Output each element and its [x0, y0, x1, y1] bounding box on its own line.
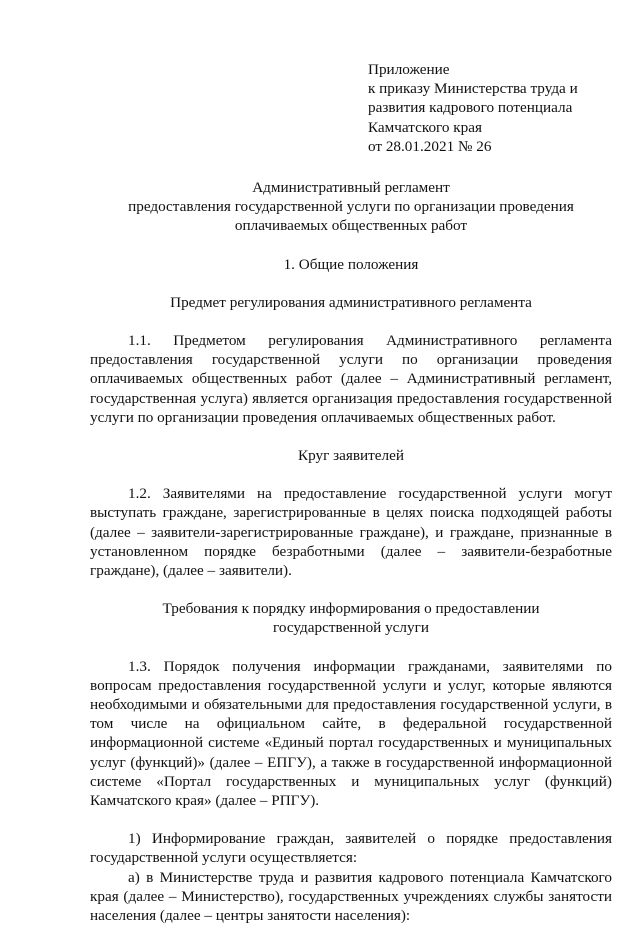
paragraph-1-3: 1.3. Порядок получения информации гражданами, заявителями по вопросам предоставления государственной услуги и услуг, которые являются необходимыми и обязательными для предоставления государственной услуги, в том числе на официальном сайте, в федеральной государственной информационной системе «Единый портал государственных и муниципальных услуг (функций)» (далее – ЕПГУ), а также в государственной информационной системе «Портал государственных и муниципальных услуг (функций) Камчатского края» (далее – РПГУ). [90, 657, 612, 809]
appendix-line: от 28.01.2021 № 26 [368, 137, 492, 155]
paragraph-1-2: 1.2. Заявителями на предоставление государственной услуги могут выступать граждане, зарегистрированные в целях поиска подходящей работы (далее – заявители-зарегистрированные граждане), и граждане, признанные в установленном порядке безработными (далее – заявители-безработные граждане), (далее – заявители). [90, 485, 612, 579]
subsection-heading-informing [90, 599, 612, 637]
appendix-line: Камчатского края [368, 118, 482, 136]
appendix-line: Приложение [368, 61, 450, 78]
paragraph-1-3-1: 1) Информирование граждан, заявителей о порядке предоставления государственной услуги осуществляется: [90, 830, 612, 867]
section-heading: 1. Общие положения [283, 255, 419, 273]
document-title [90, 178, 612, 236]
subsection-heading: Предмет регулирования административного регламента [170, 293, 532, 311]
subsection-heading-line: Требования к порядку информирования о предоставлении [162, 600, 540, 618]
appendix-block [368, 60, 612, 156]
paragraph-1-3-1-a: а) в Министерстве труда и развития кадрового потенциала Камчатского края (далее – Министерство), государственных учреждениях службы занятости населения (далее – центры занятости населения): [90, 868, 612, 924]
subsection-heading-line: государственной услуги [273, 619, 429, 637]
title-line: оплачиваемых общественных работ [234, 217, 468, 235]
title-line: предоставления государственной услуги по организации проведения [128, 198, 574, 216]
subsection-heading-applicants: Круг заявителей [298, 446, 404, 464]
appendix-line: к приказу Министерства труда и [368, 80, 578, 98]
appendix-line: развития кадрового потенциала [368, 99, 573, 117]
title-line: Административный регламент [252, 178, 450, 196]
document-page [90, 60, 612, 925]
paragraph-1-1: 1.1. Предметом регулирования Административного регламента предоставления государственной услуги по организации проведения оплачиваемых общественных работ (далее – Административный регламент, государственная услуга) является организация предоставления государственной услуги по организации проведения оплачиваемых общественных работ. [90, 331, 612, 426]
